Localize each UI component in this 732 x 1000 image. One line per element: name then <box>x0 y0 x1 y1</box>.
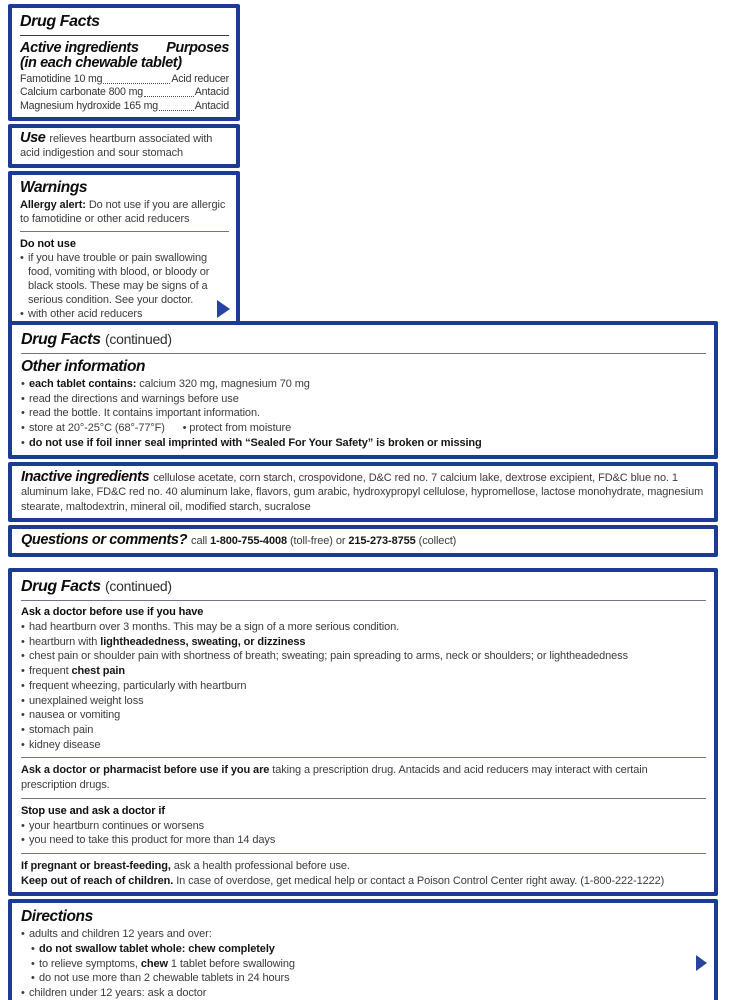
bullet-marker: • <box>21 819 25 832</box>
box-warnings <box>8 171 240 329</box>
other-information-bullet-list <box>21 377 706 451</box>
text-segment: adults and children 12 years and over: <box>29 928 212 941</box>
ingredient-name: Calcium carbonate 800 mg <box>20 86 144 99</box>
section-divider <box>21 798 706 799</box>
bullet-text <box>28 307 229 321</box>
stop-use-heading: Stop use and ask a doctor if <box>21 804 165 817</box>
bullet-item <box>21 635 706 650</box>
bullet-item <box>21 406 706 421</box>
drug-facts-title-row <box>20 11 229 34</box>
bullet-item <box>21 436 706 451</box>
use-text: relieves heartburn associated with acid indigestion and sour stomach <box>20 133 213 160</box>
bullet-text <box>29 392 706 407</box>
ingredient-purpose: Antacid <box>194 86 229 99</box>
bullet-text <box>29 377 706 392</box>
bullet-text <box>29 664 706 679</box>
section-divider <box>21 757 706 758</box>
bullet-marker: • <box>20 252 24 265</box>
text-segment: ask a health professional before use. <box>173 859 350 872</box>
bullet-marker: • <box>21 407 25 420</box>
ingredient-row <box>20 73 229 86</box>
bullet-item <box>21 833 706 848</box>
bullet-item <box>20 307 229 321</box>
ingredient-row <box>20 100 229 113</box>
text-segment: frequent wheezing, particularly with heartburn <box>29 679 247 692</box>
pregnant-paragraph <box>21 859 706 874</box>
ingredient-row <box>20 86 229 99</box>
bullet-marker: • <box>31 957 35 970</box>
other-information-heading: Other information <box>21 358 146 375</box>
bullet-marker: • <box>31 942 35 955</box>
active-ingredients-header <box>20 40 229 56</box>
drug-facts-title: Drug Facts <box>21 331 101 348</box>
text-segment: to relieve symptoms, <box>39 957 141 970</box>
bullet-item <box>21 664 706 679</box>
active-ingredients-heading: Active ingredients <box>20 40 139 56</box>
allergy-alert-text <box>20 198 229 226</box>
text-segment: your heartburn continues or worsens <box>29 819 205 832</box>
pharmacist-paragraph <box>21 763 706 792</box>
text-segment: If pregnant or breast-feeding, <box>21 859 174 872</box>
bullet-text <box>29 738 706 753</box>
bullet-marker: • <box>21 986 25 999</box>
bullet-marker: • <box>20 308 24 321</box>
box-warnings-continued <box>8 568 718 896</box>
text-segment: you need to take this product for more than 14 days <box>29 834 276 847</box>
use-heading: Use <box>20 130 46 147</box>
text-segment: call <box>191 535 211 548</box>
bullet-marker: • <box>21 709 25 722</box>
panel-group-continued-2 <box>8 568 718 1000</box>
text-segment: Keep out of reach of children. <box>21 874 177 887</box>
text-segment: kidney disease <box>29 738 101 751</box>
text-segment: • protect from moisture <box>164 422 292 435</box>
ingredient-purpose: Antacid <box>194 99 229 112</box>
bullet-text <box>29 649 706 664</box>
text-segment: 215-273-8755 <box>348 535 416 548</box>
text-segment: frequent <box>29 665 72 678</box>
bullet-marker: • <box>21 621 25 633</box>
inactive-ingredients-heading: Inactive ingredients <box>21 468 150 485</box>
text-segment: store at 20°-25°C (68°-77°F) <box>29 422 165 435</box>
panel-group-continued-1 <box>8 321 718 560</box>
continued-label: (continued) <box>105 331 172 347</box>
text-segment: (toll-free) or <box>287 535 349 548</box>
bullet-item <box>21 986 706 1000</box>
bullet-item <box>21 421 706 436</box>
bullet-item <box>31 957 706 972</box>
bullet-item <box>21 620 706 635</box>
text-segment: chest pain <box>71 665 125 678</box>
warnings-heading: Warnings <box>20 179 88 197</box>
bullet-marker: • <box>21 650 25 663</box>
active-ingredients-subheading: (in each chewable tablet) <box>20 55 182 71</box>
bullet-text <box>29 679 706 694</box>
title-divider <box>20 35 229 36</box>
text-segment: do not use if foil inner seal imprinted with “Sealed For Your Safety” is broken or missing <box>29 436 482 449</box>
continued-arrow-icon <box>217 300 230 318</box>
inactive-ingredients-text: cellulose acetate, corn starch, crospovidone, D&C red no. 7 calcium lake, dextrose excipient, FD&C blue no. 1 aluminum lake, FD&C red no. 40 aluminum lake, flavors, gum arabic, hydroxypropyl cellulose, hypromellose, lactose monohydrate, magnesium stearate, maltodextrin, mineral oil, modified starch, sucralose <box>21 471 704 513</box>
bullet-item <box>20 251 229 307</box>
ingredient-list <box>20 73 229 113</box>
text-segment: chest pain or shoulder pain with shortness of breath; sweating; pain spreading to arms, neck or shoulders; or lightheadedness <box>29 650 628 663</box>
text-segment: 1-800-755-4008 <box>210 535 287 548</box>
text-segment: calcium 320 mg, magnesium 70 mg <box>139 378 310 390</box>
bullet-text <box>29 635 706 650</box>
bullet-marker: • <box>31 972 35 985</box>
text-segment: heartburn with <box>29 635 101 648</box>
box-inactive-ingredients <box>8 462 718 523</box>
bullet-text <box>29 620 706 635</box>
bullet-marker: • <box>21 635 25 648</box>
ask-doctor-bullet-list <box>21 620 706 752</box>
drug-facts-title: Drug Facts <box>20 13 100 30</box>
bullet-marker: • <box>21 392 25 405</box>
ingredient-name: Magnesium hydroxide 165 mg <box>20 99 159 112</box>
bullet-item <box>21 738 706 753</box>
bullet-marker: • <box>21 738 25 751</box>
bullet-text <box>29 927 706 942</box>
bullet-item <box>21 723 706 738</box>
use-paragraph <box>20 131 229 160</box>
panel-group-front <box>8 4 240 332</box>
text-segment: stomach pain <box>29 723 94 736</box>
keep-out-of-reach-paragraph <box>21 874 706 889</box>
text-segment: had heartburn over 3 months. This may be a sign of a more serious condition. <box>29 621 400 633</box>
dotted-leader <box>159 110 194 111</box>
text-segment: Ask a doctor or pharmacist before use if you are <box>21 764 273 777</box>
ingredient-purpose: Acid reducer <box>171 73 229 85</box>
questions-heading: Questions or comments? <box>21 532 188 549</box>
do-not-use-heading: Do not use <box>20 238 76 251</box>
box-other-information <box>8 321 718 459</box>
text-segment: chew <box>140 957 168 970</box>
text-segment: Do not use if you are allergic to famotidine or other acid reducers <box>20 199 226 226</box>
text-segment: with other acid reducers <box>28 308 143 321</box>
bullet-marker: • <box>21 422 25 435</box>
bullet-text <box>39 957 706 972</box>
bullet-item <box>21 708 706 723</box>
bullet-marker: • <box>21 723 25 736</box>
directions-bullet-list <box>21 927 706 1000</box>
ask-doctor-heading: Ask a doctor before use if you have <box>21 606 204 618</box>
text-segment: In case of overdose, get medical help or contact a Poison Control Center right away. (1-800-222-1222) <box>176 874 665 887</box>
continued-label: (continued) <box>105 578 172 594</box>
text-segment: nausea or vomiting <box>29 709 121 722</box>
text-segment: do not swallow tablet whole: chew completely <box>39 942 275 955</box>
bullet-item <box>21 927 706 942</box>
bullet-marker: • <box>21 834 25 847</box>
bullet-text <box>39 942 706 957</box>
bullet-item <box>21 694 706 709</box>
purposes-heading: Purposes <box>166 40 229 56</box>
dotted-leader <box>144 96 194 97</box>
box-use <box>8 124 240 168</box>
box-active-ingredients <box>8 4 240 121</box>
bullet-text <box>29 708 706 723</box>
text-segment: if you have trouble or pain swallowing food, vomiting with blood, or bloody or black stools. These may be signs of a serious condition. See your doctor. <box>28 252 210 307</box>
directions-heading: Directions <box>21 908 93 926</box>
text-segment: (collect) <box>415 535 457 548</box>
stop-use-bullet-list <box>21 819 706 848</box>
bullet-text <box>29 421 706 436</box>
ingredient-name: Famotidine 10 mg <box>20 73 103 85</box>
text-segment: do not use more than 2 chewable tablets in 24 hours <box>39 972 290 985</box>
box-questions <box>8 525 718 557</box>
bullet-marker: • <box>21 679 25 692</box>
title-divider <box>21 600 706 601</box>
bullet-text <box>29 436 706 451</box>
warnings-bullet-list <box>20 251 229 321</box>
section-divider <box>21 853 706 854</box>
bullet-text <box>28 251 229 307</box>
bullet-item <box>21 649 706 664</box>
bullet-text <box>29 406 706 421</box>
bullet-text <box>29 819 706 834</box>
bullet-text <box>29 723 706 738</box>
inactive-ingredients-paragraph <box>21 470 706 515</box>
dotted-leader <box>103 83 170 84</box>
bullet-text <box>29 986 706 1000</box>
drug-facts-title: Drug Facts <box>21 578 101 595</box>
bullet-marker: • <box>21 665 25 678</box>
text-segment: unexplained weight loss <box>29 694 144 707</box>
bullet-text <box>29 694 706 709</box>
text-segment: Allergy alert: <box>20 199 89 212</box>
bullet-item <box>21 819 706 834</box>
bullet-item <box>21 392 706 407</box>
bullet-marker: • <box>21 436 25 449</box>
bullet-item <box>21 679 706 694</box>
text-segment: 1 tablet before swallowing <box>167 957 295 970</box>
section-divider <box>20 231 229 232</box>
drug-facts-title-row <box>21 329 706 352</box>
text-segment: each tablet contains: <box>29 378 140 390</box>
bullet-marker: • <box>21 378 25 390</box>
text-segment: children under 12 years: ask a doctor <box>29 986 207 999</box>
drug-facts-title-row <box>21 576 706 599</box>
text-segment: read the directions and warnings before use <box>29 392 239 405</box>
text-segment: taking a prescription drug. Antacids and acid reducers may interact with certain prescription drugs. <box>21 764 648 791</box>
continued-arrow-icon <box>696 955 707 971</box>
questions-text <box>191 535 456 547</box>
bullet-item <box>31 971 706 986</box>
bullet-text <box>29 833 706 848</box>
title-divider <box>21 353 706 354</box>
bullet-marker: • <box>21 928 25 941</box>
bullet-item <box>21 377 706 392</box>
text-segment: lightheadedness, sweating, or dizziness <box>100 635 306 648</box>
bullet-text <box>39 971 706 986</box>
box-directions <box>8 899 718 1000</box>
bullet-item <box>31 942 706 957</box>
questions-paragraph <box>21 533 706 549</box>
bullet-marker: • <box>21 694 25 707</box>
text-segment: read the bottle. It contains important information. <box>29 407 260 420</box>
